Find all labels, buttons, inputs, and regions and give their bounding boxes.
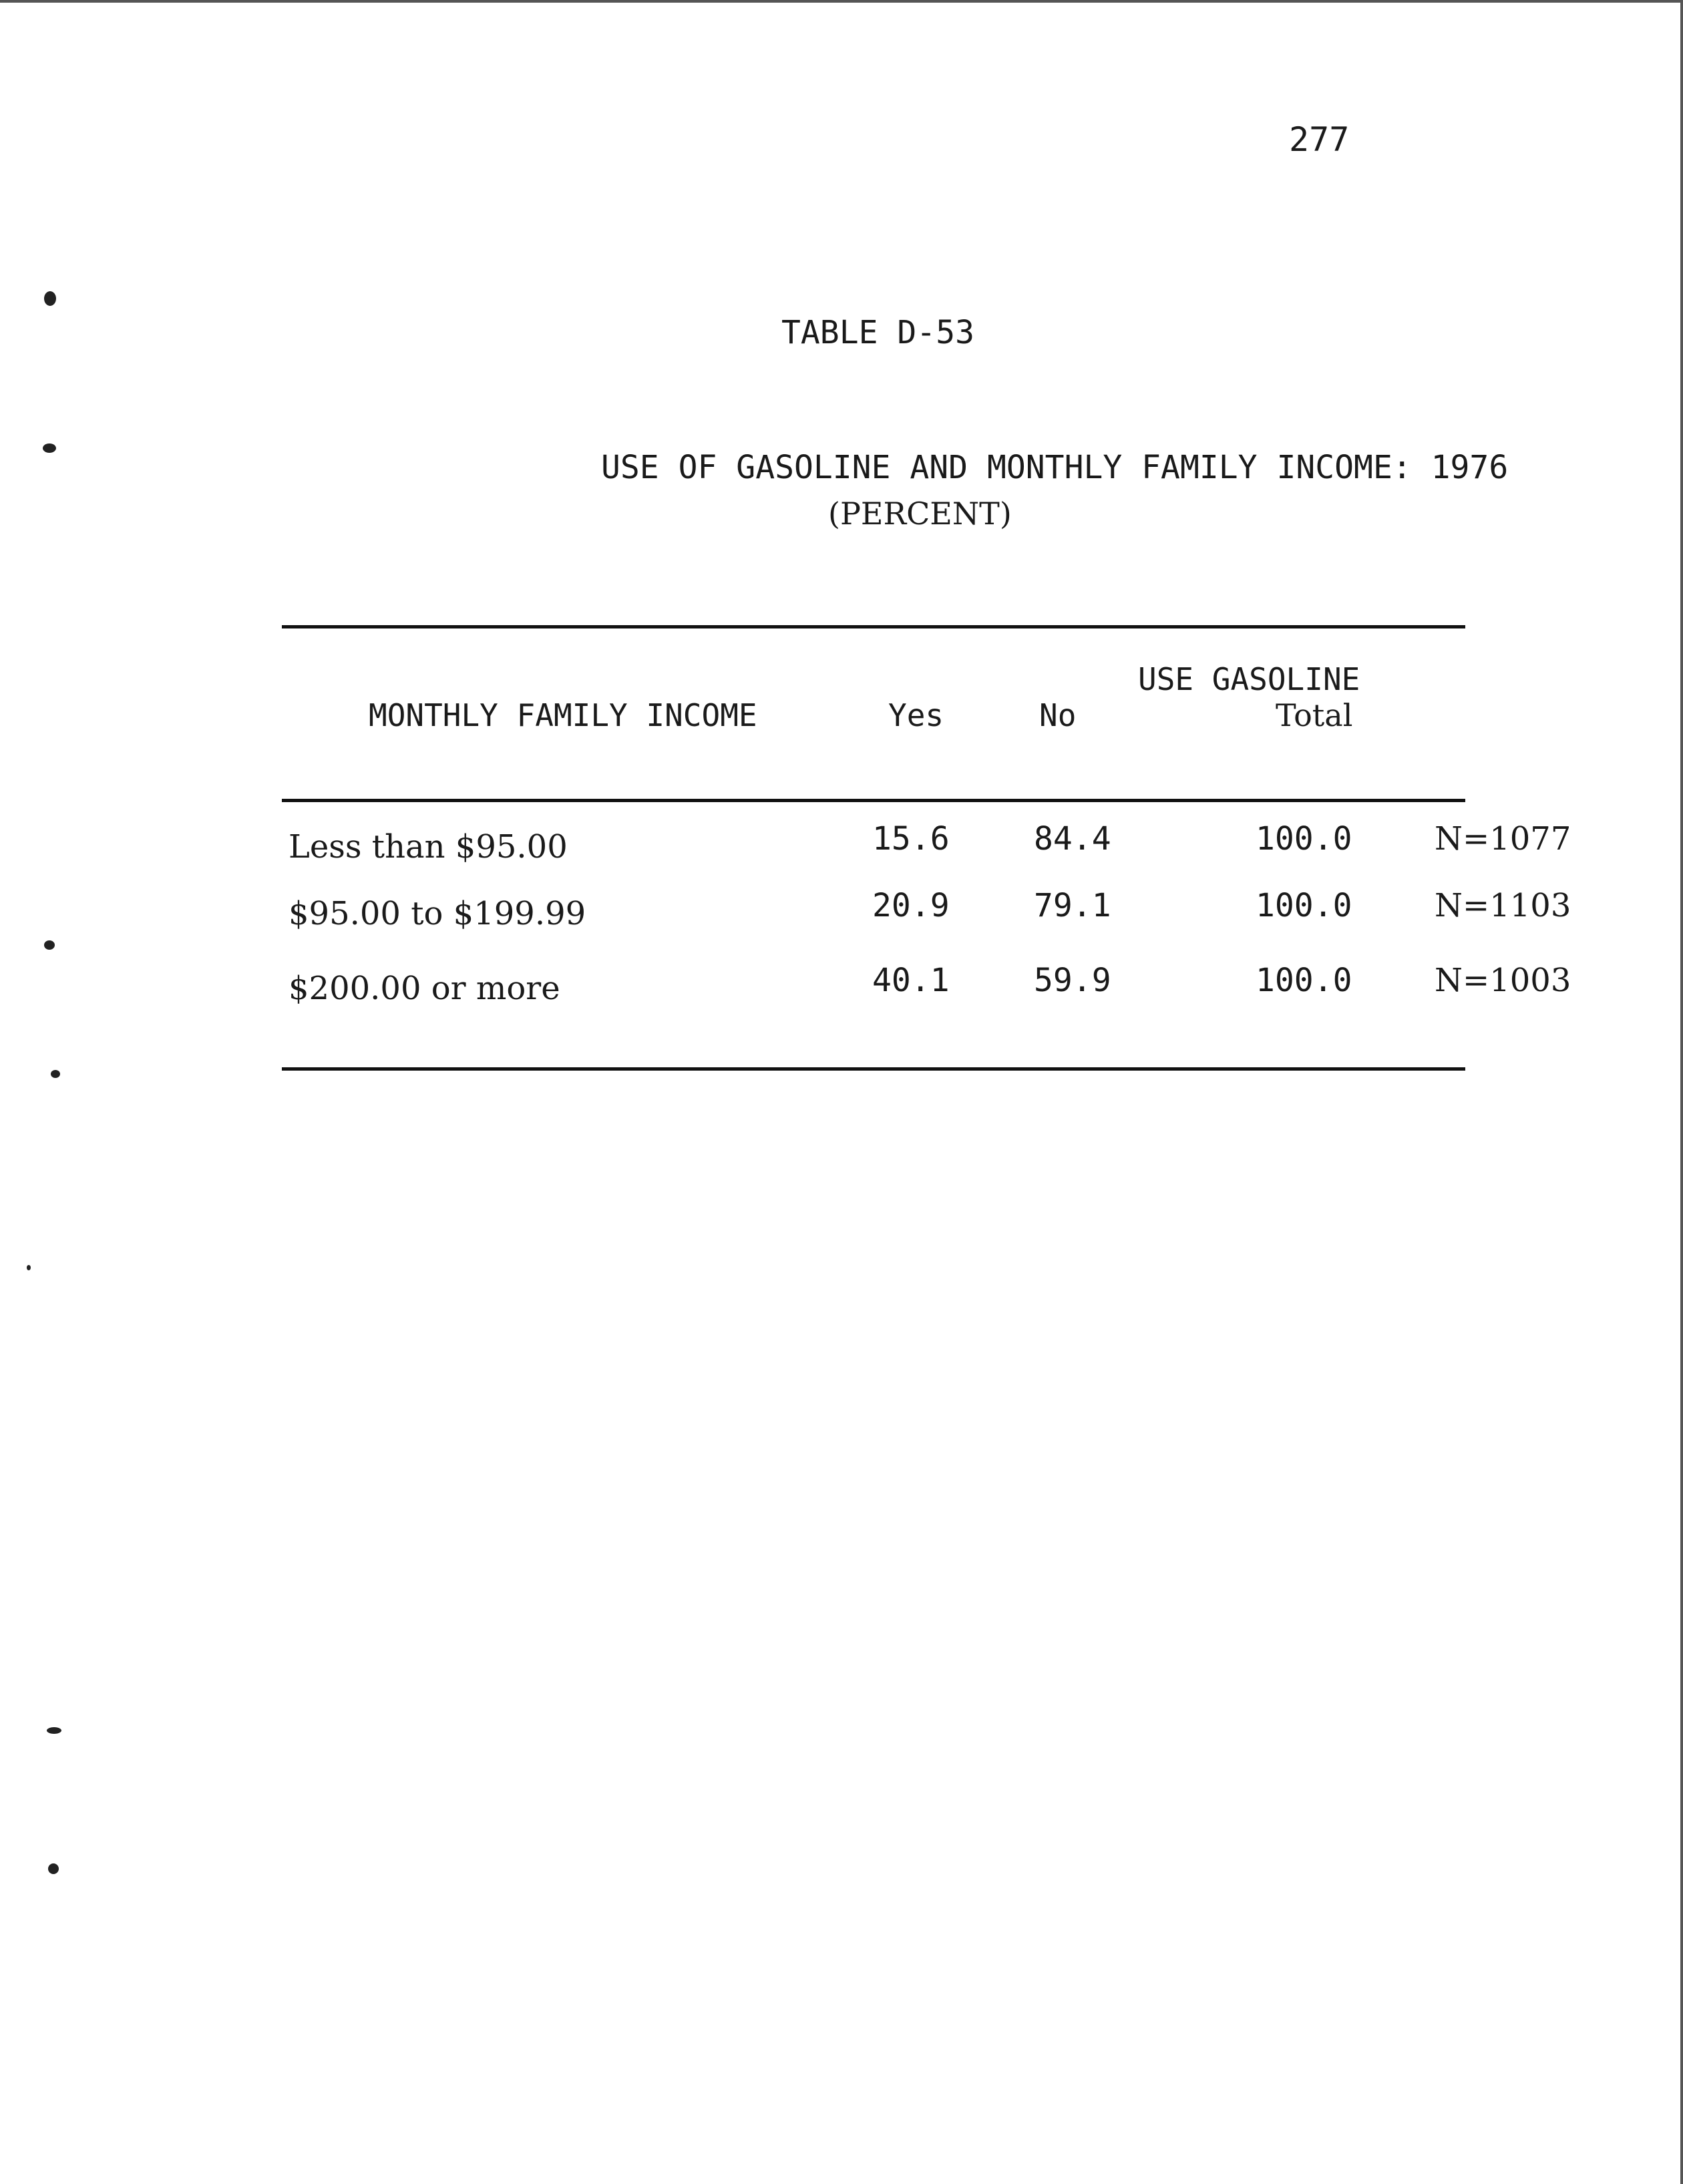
table-id: TABLE D-53 [781,314,974,351]
row-sample-size: N=1077 [1435,820,1571,858]
scan-speck [51,1070,60,1078]
scan-speck [48,1863,59,1874]
table-row [0,887,1683,940]
row-no-value: 84.4 [1034,820,1111,858]
row-no-value: 79.1 [1034,887,1111,924]
scan-speck [47,1727,61,1734]
table-title: USE OF GASOLINE AND MONTHLY FAMILY INCOME: 1976 [601,449,1509,486]
header-use-gasoline: USE GASOLINE [1138,661,1360,697]
row-total-value: 100.0 [1256,820,1352,858]
page-number: 277 [1289,120,1350,159]
page-edge-right [1680,0,1683,2184]
table-rule-bottom [282,1067,1465,1071]
row-total-value: 100.0 [1256,962,1352,999]
row-income-label: $95.00 to $199.99 [289,895,586,932]
scan-speck [44,291,56,306]
row-yes-value: 40.1 [872,962,950,999]
row-sample-size: N=1103 [1435,887,1571,924]
row-yes-value: 20.9 [872,887,950,924]
table-row [0,820,1683,874]
page-edge-top [0,0,1683,3]
row-total-value: 100.0 [1256,887,1352,924]
scan-speck [27,1265,31,1270]
header-income: MONTHLY FAMILY INCOME [369,697,757,733]
header-no: No [1039,697,1077,733]
table-row [0,962,1683,1015]
row-sample-size: N=1003 [1435,962,1571,999]
row-yes-value: 15.6 [872,820,950,858]
table-rule-header [282,799,1465,802]
row-no-value: 59.9 [1034,962,1111,999]
row-income-label: Less than $95.00 [289,828,568,866]
table-rule-top [282,625,1465,628]
scan-speck [44,940,55,950]
table-subtitle: (PERCENT) [828,496,1012,532]
row-income-label: $200.00 or more [289,970,560,1007]
header-yes: Yes [888,697,944,733]
header-total: Total [1276,697,1353,733]
scan-speck [43,443,56,453]
